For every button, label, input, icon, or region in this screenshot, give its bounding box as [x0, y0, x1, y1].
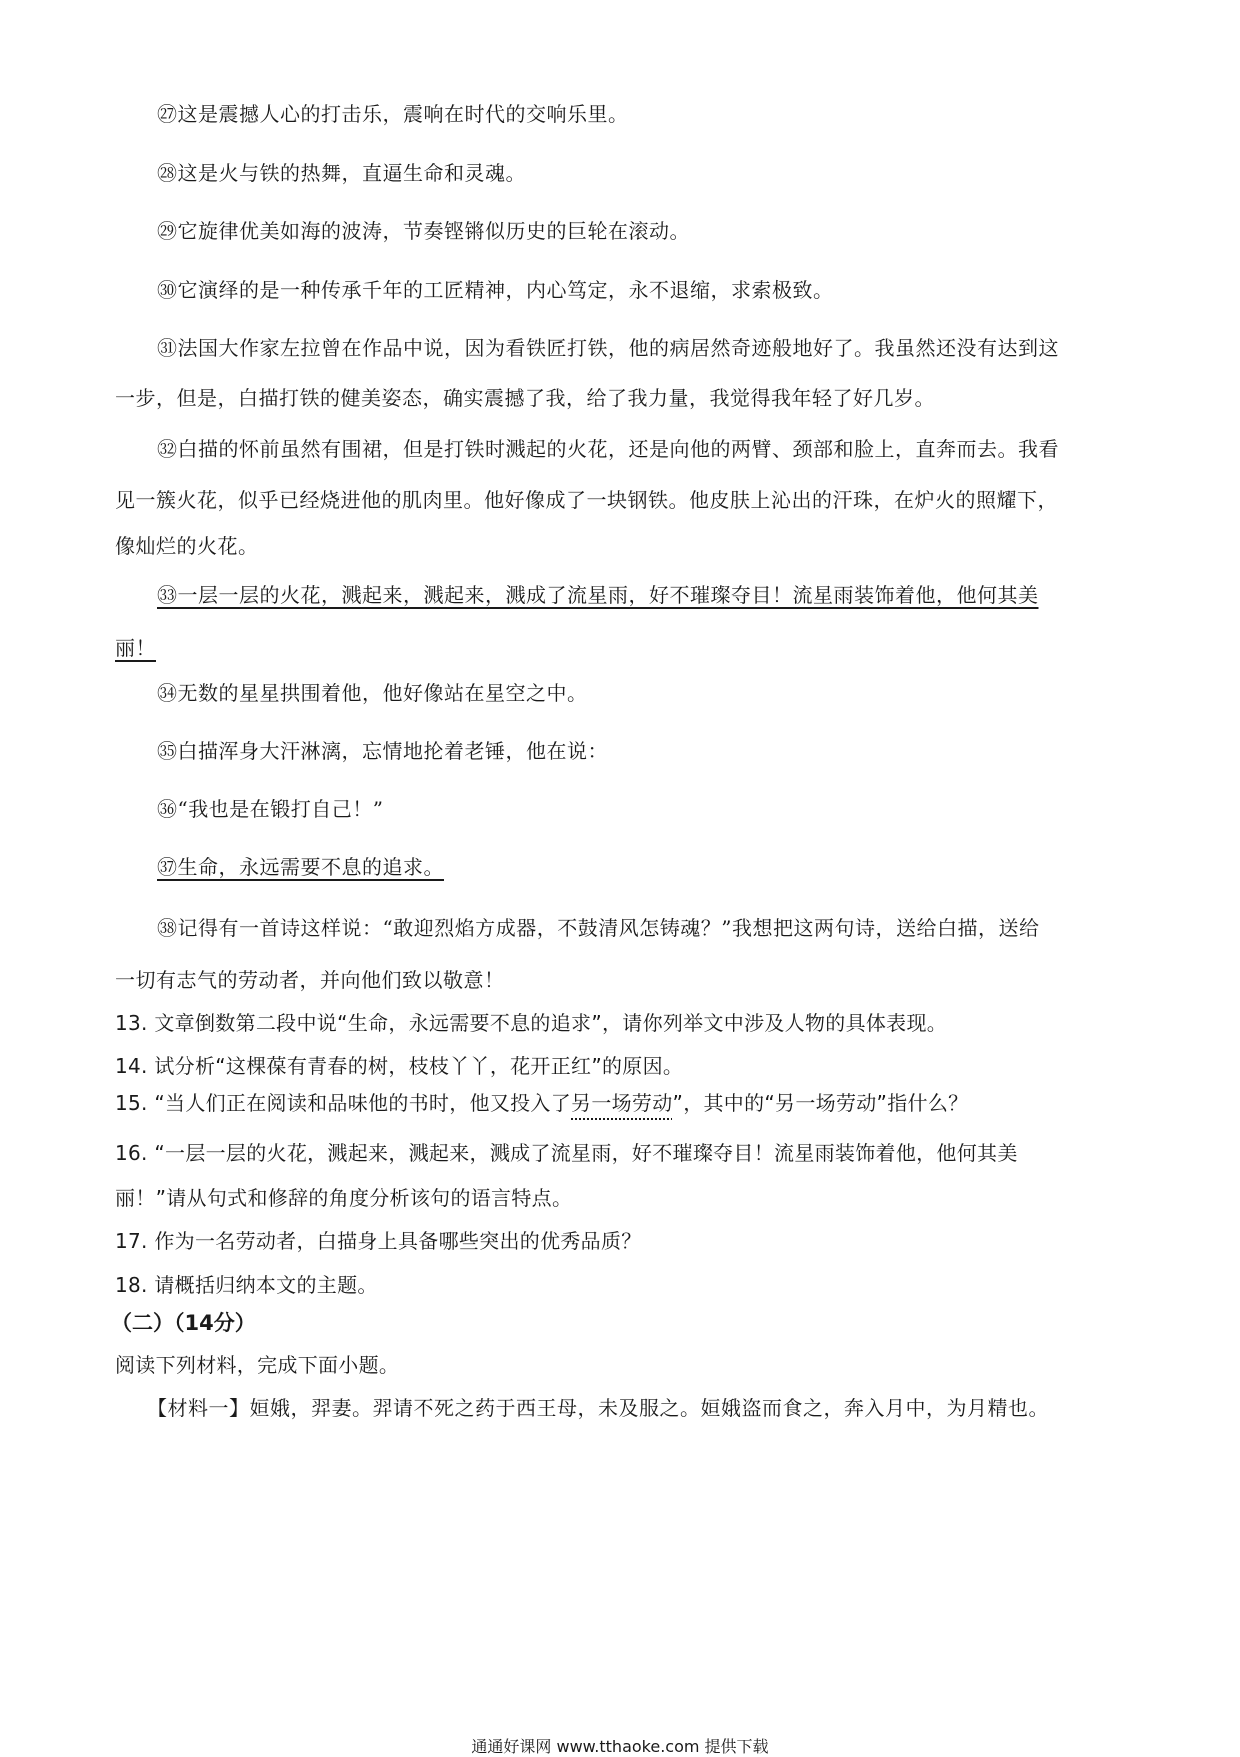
paragraph-37: ㊲生命，永远需要不息的追求。 [157, 855, 444, 879]
question-15-emphasis: 另一场劳动 [571, 1091, 673, 1115]
paragraph-30: ㉚它演绎的是一种传承千年的工匠精神，内心笃定，永不退缩，求索极致。 [157, 278, 834, 302]
paragraph-32-line-3: 像灿烂的火花。 [115, 534, 259, 558]
question-16-line-1: 16. “一层一层的火花，溅起来，溅起来，溅成了流星雨，好不璀璨夺目！流星雨装饰着他，他何其美 [115, 1141, 1018, 1165]
question-15 [115, 1093, 968, 1113]
paragraph-34: ㉞无数的星星拱围着他，他好像站在星空之中。 [157, 681, 588, 705]
material-1: 【材料一】姮娥，羿妻。羿请不死之药于西王母，未及服之。姮娥盗而食之，奔入月中，为月精也。 [147, 1396, 1049, 1420]
paragraph-36: ㊱“我也是在锻打自己！” [157, 797, 384, 821]
paragraph-33-line-2: 丽！ [115, 636, 156, 660]
paragraph-27: ㉗这是震撼人心的打击乐，震响在时代的交响乐里。 [157, 102, 629, 126]
paragraph-35: ㉟白描浑身大汗淋漓，忘情地抡着老锤，他在说： [157, 739, 608, 763]
page-footer: 通通好课网 www.tthaoke.com 提供下载 [471, 1737, 769, 1756]
paragraph-31-line-2: 一步，但是，白描打铁的健美姿态，确实震撼了我，给了我力量，我觉得我年轻了好几岁。 [115, 386, 935, 410]
paragraph-38-line-1: ㊳记得有一首诗这样说：“敢迎烈焰方成器，不鼓清风怎铸魂？”我想把这两句诗，送给白描，送给 [157, 916, 1040, 940]
question-14: 14. 试分析“这棵葆有青春的树，枝枝丫丫，花开正红”的原因。 [115, 1054, 684, 1078]
question-18: 18. 请概括归纳本文的主题。 [115, 1273, 378, 1297]
section-heading: （二）（14分） [111, 1311, 256, 1335]
paragraph-32-line-2: 见一簇火花，似乎已经烧进他的肌肉里。他好像成了一块钢铁。他皮肤上沁出的汗珠，在炉火的照耀下， [115, 488, 1058, 512]
paragraph-32-line-1: ㉜白描的怀前虽然有围裙，但是打铁时溅起的火花，还是向他的两臂、颈部和脸上，直奔而去。我看 [157, 437, 1059, 461]
paragraph-28: ㉘这是火与铁的热舞，直逼生命和灵魂。 [157, 161, 526, 185]
question-15-prefix: 15. “当人们正在阅读和品味他的书时，他又投入了 [115, 1091, 572, 1115]
question-15-suffix: ”，其中的“另一场劳动”指什么？ [672, 1091, 969, 1115]
paragraph-31-line-1: ㉛法国大作家左拉曾在作品中说，因为看铁匠打铁，他的病居然奇迹般地好了。我虽然还没有达到这 [157, 336, 1059, 360]
paragraph-29: ㉙它旋律优美如海的波涛，节奏铿锵似历史的巨轮在滚动。 [157, 219, 690, 243]
paragraph-33-line-1: ㉝一层一层的火花，溅起来，溅起来，溅成了流星雨，好不璀璨夺目！流星雨装饰着他，他何其美 [157, 583, 1039, 607]
section-instruction: 阅读下列材料，完成下面小题。 [115, 1353, 400, 1377]
question-17: 17. 作为一名劳动者，白描身上具备哪些突出的优秀品质？ [115, 1229, 642, 1253]
question-13: 13. 文章倒数第二段中说“生命，永远需要不息的追求”，请你列举文中涉及人物的具体表现。 [115, 1011, 948, 1035]
question-16-line-2: 丽！”请从句式和修辞的角度分析该句的语言特点。 [115, 1186, 573, 1210]
paragraph-38-line-2: 一切有志气的劳动者，并向他们致以敬意！ [115, 968, 505, 992]
